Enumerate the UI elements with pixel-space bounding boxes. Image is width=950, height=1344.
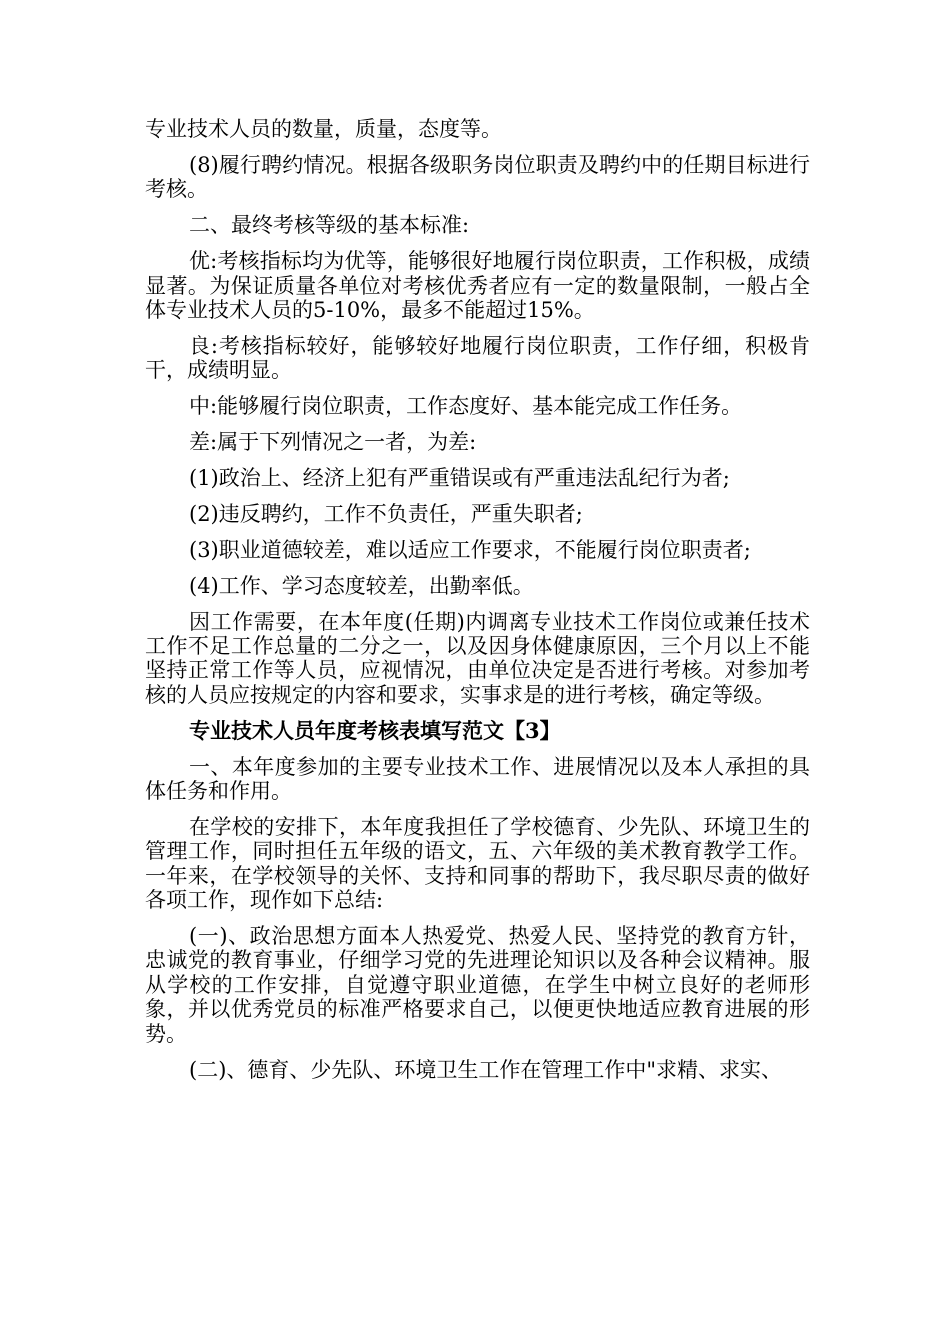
paragraph-main-work: 一、本年度参加的主要专业技术工作、进展情况以及本人承担的具体任务和作用。 xyxy=(145,754,810,804)
poor-item-3: (3)职业道德较差，难以适应工作要求，不能履行岗位职责者; xyxy=(189,537,751,562)
paragraph-moral-education: (二)、德育、少先队、环境卫生工作在管理工作中"求精、求实、 xyxy=(189,1057,783,1082)
grade-good: 良:考核指标较好，能够较好地履行岗位职责，工作仔细，积极肯干，成绩明显。 xyxy=(145,333,810,383)
section-heading-criteria: 二、最终考核等级的基本标准: xyxy=(189,213,470,238)
paragraph-1: 专业技术人员的数量，质量，态度等。 xyxy=(145,117,502,141)
paragraph-political: (一)、政治思想方面本人热爱党、热爱人民、坚持党的教育方针，忠诚党的教育事业，仔细学习党的先进理论知识以及各种会议精神。服从学校的工作安排，自觉遵守职业道德，在学生中树立良好的老师形象，并以优秀党员的标准严格要求自己，以便更快地适应教育进展的形势。 xyxy=(145,924,810,1046)
poor-item-2: (2)违反聘约，工作不负责任，严重失职者; xyxy=(189,501,583,526)
grade-poor: 差:属于下列情况之一者，为差: xyxy=(189,430,477,455)
paragraph-transfer: 因工作需要，在本年度(任期)内调离专业技术工作岗位或兼任技术工作不足工作总量的二分之一，以及因身体健康原因，三个月以上不能坚持正常工作等人员，应视情况，由单位决定是否进行考核。对参加考核的人员应按规定的内容和要求，实事求是的进行考核，确定等级。 xyxy=(145,609,810,707)
grade-medium: 中:能够履行岗位职责，工作态度好、基本能完成工作任务。 xyxy=(189,394,743,419)
grade-excellent: 优:考核指标均为优等，能够很好地履行岗位职责，工作积极，成绩显著。为保证质量各单位对考核优秀者应有一定的数量限制，一般占全体专业技术人员的5-10%，最多不能超过15%。 xyxy=(145,249,810,322)
paragraph-2: (8)履行聘约情况。根据各级职务岗位职责及聘约中的任期目标进行考核。 xyxy=(145,152,810,202)
paragraph-school-duties: 在学校的安排下，本年度我担任了学校德育、少先队、环境卫生的管理工作，同时担任五年级的语文，五、六年级的美术教育教学工作。一年来，在学校领导的关怀、支持和同事的帮助下，我尽职尽责的做好各项工作，现作如下总结: xyxy=(145,814,810,913)
poor-item-4: (4)工作、学习态度较差，出勤率低。 xyxy=(189,573,534,598)
poor-item-1: (1)政治上、经济上犯有严重错误或有严重违法乱纪行为者; xyxy=(189,465,730,490)
document-body xyxy=(145,117,810,1094)
section-title-example-3: 专业技术人员年度考核表填写范文【3】 xyxy=(189,717,561,743)
